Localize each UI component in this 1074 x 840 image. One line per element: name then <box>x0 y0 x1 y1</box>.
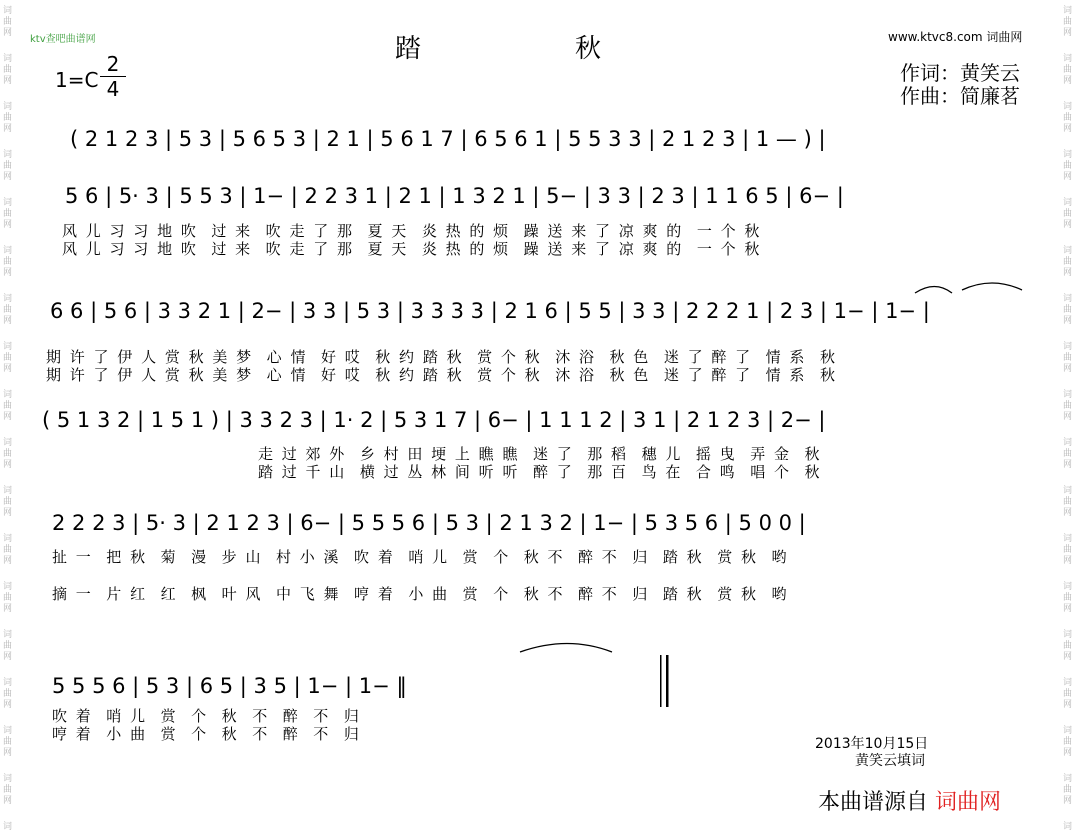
margin-watermark-char: 词 <box>1062 198 1072 208</box>
margin-watermark-char: 词 <box>2 726 12 736</box>
margin-watermark-char: 曲 <box>1062 401 1072 411</box>
margin-watermark-char: 词 <box>2 390 12 400</box>
row3-lyric-verse1: 期 许 了 伊 人 赏 秋 美 梦 心 情 好 哎 秋 约 踏 秋 赏 个 秋 沐 浴 秋 色 迷 了 醉 了 情 系 秋 <box>46 348 837 366</box>
margin-watermark-char: 曲 <box>1062 737 1072 747</box>
margin-watermark-char: 网 <box>2 28 12 38</box>
margin-watermark-char: 网 <box>2 556 12 566</box>
margin-watermark-char: 曲 <box>2 65 12 75</box>
margin-watermark-char: 曲 <box>2 209 12 219</box>
margin-watermark-char: 曲 <box>2 689 12 699</box>
margin-watermark-char: 词 <box>1062 54 1072 64</box>
margin-watermark-char: 曲 <box>2 449 12 459</box>
margin-watermark-char: 网 <box>1062 508 1072 518</box>
margin-watermark-char: 网 <box>2 508 12 518</box>
margin-watermark-char: 曲 <box>2 785 12 795</box>
lyricist-credit: 作词：黄笑云 <box>900 61 1020 85</box>
margin-watermark-char: 曲 <box>1062 17 1072 27</box>
margin-watermark-char: 词 <box>2 342 12 352</box>
margin-watermark-char: 曲 <box>1062 641 1072 651</box>
source-note <box>818 785 1001 816</box>
margin-watermark-char: 词 <box>2 150 12 160</box>
margin-watermark-char: 曲 <box>2 641 12 651</box>
row4-lyric-verse2: 踏 过 千 山 横 过 丛 林 间 听 听 醉 了 那 百 鸟 在 合 鸣 唱 个 秋 <box>258 463 822 481</box>
margin-watermark-char: 词 <box>2 102 12 112</box>
margin-watermark-char: 词 <box>2 822 12 832</box>
row4-notes: ( 5 1 3 2 | 1 5 1 ) | 3 3 2 3 | 1· 2 | 5 3 1 7 | 6− | 1 1 1 2 | 3 1 | 2 1 2 3 | 2− | <box>42 408 826 432</box>
time-denominator: 4 <box>106 77 120 101</box>
tie-arc <box>915 287 952 294</box>
margin-watermark-char: 网 <box>2 652 12 662</box>
site-watermark-left: ktv查吧曲谱网 <box>30 34 96 45</box>
source-site-link[interactable]: 词曲网 <box>935 790 1002 815</box>
final-barline <box>660 655 662 707</box>
margin-watermark-char: 网 <box>1062 268 1072 278</box>
margin-watermark-char: 词 <box>1062 6 1072 16</box>
margin-watermark-char: 网 <box>2 364 12 374</box>
tie-arc <box>962 283 1022 290</box>
margin-watermark-char: 词 <box>1062 486 1072 496</box>
margin-watermark-char: 曲 <box>1062 449 1072 459</box>
margin-watermark-char: 词 <box>2 582 12 592</box>
row2-notes: 5 6 | 5· 3 | 5 5 3 | 1− | 2 2 3 1 | 2 1 | 1 3 2 1 | 5− | 3 3 | 2 3 | 1 1 6 5 | 6− | <box>65 184 844 208</box>
song-title-first: 踏 <box>395 34 422 64</box>
margin-watermark-char: 曲 <box>2 113 12 123</box>
margin-watermark-char: 网 <box>1062 412 1072 422</box>
row5-notes: 2 2 2 3 | 5· 3 | 2 1 2 3 | 6− | 5 5 5 6 | 5 3 | 2 1 3 2 | 1− | 5 3 5 6 | 5 0 0 | <box>52 511 806 535</box>
margin-watermark-char: 曲 <box>2 161 12 171</box>
tie-arc <box>520 644 612 653</box>
margin-watermark-char: 网 <box>2 796 12 806</box>
margin-watermark-char: 词 <box>1062 438 1072 448</box>
margin-watermark-char: 词 <box>1062 630 1072 640</box>
margin-watermark-char: 网 <box>2 220 12 230</box>
margin-watermark-char: 词 <box>2 294 12 304</box>
margin-watermark-char: 网 <box>2 268 12 278</box>
margin-watermark-char: 词 <box>1062 582 1072 592</box>
margin-watermark-char: 曲 <box>1062 305 1072 315</box>
margin-watermark-char: 曲 <box>2 305 12 315</box>
margin-watermark-char: 曲 <box>1062 209 1072 219</box>
margin-watermark-char: 曲 <box>2 257 12 267</box>
margin-watermark-char: 曲 <box>1062 65 1072 75</box>
margin-watermark-char: 词 <box>2 198 12 208</box>
margin-watermark-char: 曲 <box>1062 257 1072 267</box>
lyric-filler-credit: 黄笑云填词 <box>855 753 925 769</box>
margin-watermark-char: 网 <box>1062 652 1072 662</box>
margin-watermark-char: 词 <box>1062 390 1072 400</box>
row6-notes: 5 5 5 6 | 5 3 | 6 5 | 3 5 | 1− | 1− ‖ <box>52 674 407 698</box>
margin-watermark-char: 网 <box>2 76 12 86</box>
margin-watermark-char: 网 <box>2 700 12 710</box>
site-watermark-right: www.ktvc8.com 词曲网 <box>888 30 1023 44</box>
margin-watermark-char: 词 <box>1062 534 1072 544</box>
row3-lyric-verse2: 期 许 了 伊 人 赏 秋 美 梦 心 情 好 哎 秋 约 踏 秋 赏 个 秋 沐 浴 秋 色 迷 了 醉 了 情 系 秋 <box>46 366 837 384</box>
margin-watermark-char: 词 <box>2 534 12 544</box>
margin-watermark-char: 曲 <box>1062 353 1072 363</box>
margin-watermark-char: 网 <box>2 460 12 470</box>
margin-watermark-char: 曲 <box>1062 113 1072 123</box>
row6-lyric-verse1: 吹 着 哨 儿 赏 个 秋 不 醉 不 归 <box>52 707 361 725</box>
margin-watermark-char: 词 <box>2 486 12 496</box>
margin-watermark-char: 曲 <box>2 497 12 507</box>
margin-watermark-char: 网 <box>1062 172 1072 182</box>
composer-credit: 作曲：简廉茗 <box>900 84 1020 108</box>
row3-notes: 6 6 | 5 6 | 3 3 2 1 | 2− | 3 3 | 5 3 | 3 3 3 3 | 2 1 6 | 5 5 | 3 3 | 2 2 2 1 | 2 3 | 1− | 1− | <box>50 299 930 323</box>
row2-lyric-verse1: 风 儿 习 习 地 吹 过 来 吹 走 了 那 夏 天 炎 热 的 烦 躁 送 来 了 凉 爽 的 一 个 秋 <box>62 222 762 240</box>
margin-watermark-char: 词 <box>1062 726 1072 736</box>
margin-watermark-char: 曲 <box>1062 545 1072 555</box>
margin-watermark-char: 网 <box>2 748 12 758</box>
margin-watermark-char: 词 <box>2 6 12 16</box>
margin-watermark-char: 网 <box>2 124 12 134</box>
margin-watermark-char: 曲 <box>2 593 12 603</box>
margin-watermark-char: 词 <box>2 630 12 640</box>
margin-watermark-char: 网 <box>2 604 12 614</box>
margin-watermark-char: 词 <box>2 246 12 256</box>
margin-watermark-char: 网 <box>1062 460 1072 470</box>
margin-watermark-char: 网 <box>1062 76 1072 86</box>
margin-watermark-char: 词 <box>2 54 12 64</box>
row5-lyric-verse1: 扯 一 把 秋 菊 漫 步 山 村 小 溪 吹 着 哨 儿 赏 个 秋 不 醉 不 归 踏 秋 赏 秋 哟 <box>52 548 789 566</box>
row4-lyric-verse1: 走 过 郊 外 乡 村 田 埂 上 瞧 瞧 迷 了 那 稻 穗 儿 摇 曳 弄 金 秋 <box>258 445 822 463</box>
row2-lyric-verse2: 风 儿 习 习 地 吹 过 来 吹 走 了 那 夏 天 炎 热 的 烦 躁 送 来 了 凉 爽 的 一 个 秋 <box>62 240 762 258</box>
margin-watermark-char: 词 <box>1062 822 1072 832</box>
margin-watermark-char: 曲 <box>1062 785 1072 795</box>
final-barline-thick <box>666 655 669 707</box>
song-title-second: 秋 <box>575 34 602 64</box>
margin-watermark-char: 网 <box>2 316 12 326</box>
margin-watermark-char: 曲 <box>1062 497 1072 507</box>
margin-watermark-char: 曲 <box>1062 689 1072 699</box>
margin-watermark-char: 网 <box>2 412 12 422</box>
margin-watermark-char: 网 <box>1062 364 1072 374</box>
margin-watermark-char: 词 <box>2 438 12 448</box>
margin-watermark-char: 词 <box>2 774 12 784</box>
key-signature: 1=C <box>55 68 99 92</box>
margin-watermark-char: 曲 <box>1062 161 1072 171</box>
margin-watermark-char: 曲 <box>2 737 12 747</box>
margin-watermark-char: 词 <box>1062 342 1072 352</box>
margin-watermark-char: 词 <box>1062 678 1072 688</box>
time-numerator: 2 <box>100 52 126 77</box>
margin-watermark-char: 曲 <box>2 545 12 555</box>
row5-lyric-verse2: 摘 一 片 红 红 枫 叶 风 中 飞 舞 哼 着 小 曲 赏 个 秋 不 醉 不 归 踏 秋 赏 秋 哟 <box>52 585 789 603</box>
margin-watermark-char: 网 <box>1062 748 1072 758</box>
margin-watermark-char: 网 <box>1062 316 1072 326</box>
margin-watermark-char: 网 <box>1062 220 1072 230</box>
margin-watermark-char: 网 <box>1062 124 1072 134</box>
row1-notes: ( 2 1 2 3 | 5 3 | 5 6 5 3 | 2 1 | 5 6 1 7 | 6 5 6 1 | 5 5 3 3 | 2 1 2 3 | 1 — ) | <box>70 127 826 151</box>
margin-watermark-char: 词 <box>1062 294 1072 304</box>
margin-watermark-char: 词 <box>1062 246 1072 256</box>
margin-watermark-char: 词 <box>2 678 12 688</box>
margin-watermark-char: 词 <box>1062 774 1072 784</box>
date-stamp: 2013年10月15日 <box>815 736 929 752</box>
source-label: 本曲谱源自 <box>818 790 929 815</box>
margin-watermark-char: 曲 <box>2 17 12 27</box>
margin-watermark-char: 曲 <box>2 353 12 363</box>
margin-watermark-char: 网 <box>1062 28 1072 38</box>
margin-watermark-char: 网 <box>1062 796 1072 806</box>
margin-watermark-char: 曲 <box>2 401 12 411</box>
margin-watermark-char: 网 <box>1062 700 1072 710</box>
margin-watermark-char: 网 <box>1062 604 1072 614</box>
margin-watermark-char: 网 <box>2 172 12 182</box>
row6-lyric-verse2: 哼 着 小 曲 赏 个 秋 不 醉 不 归 <box>52 725 361 743</box>
margin-watermark-char: 曲 <box>1062 593 1072 603</box>
margin-watermark-char: 网 <box>1062 556 1072 566</box>
margin-watermark-char: 词 <box>1062 102 1072 112</box>
margin-watermark-char: 词 <box>1062 150 1072 160</box>
